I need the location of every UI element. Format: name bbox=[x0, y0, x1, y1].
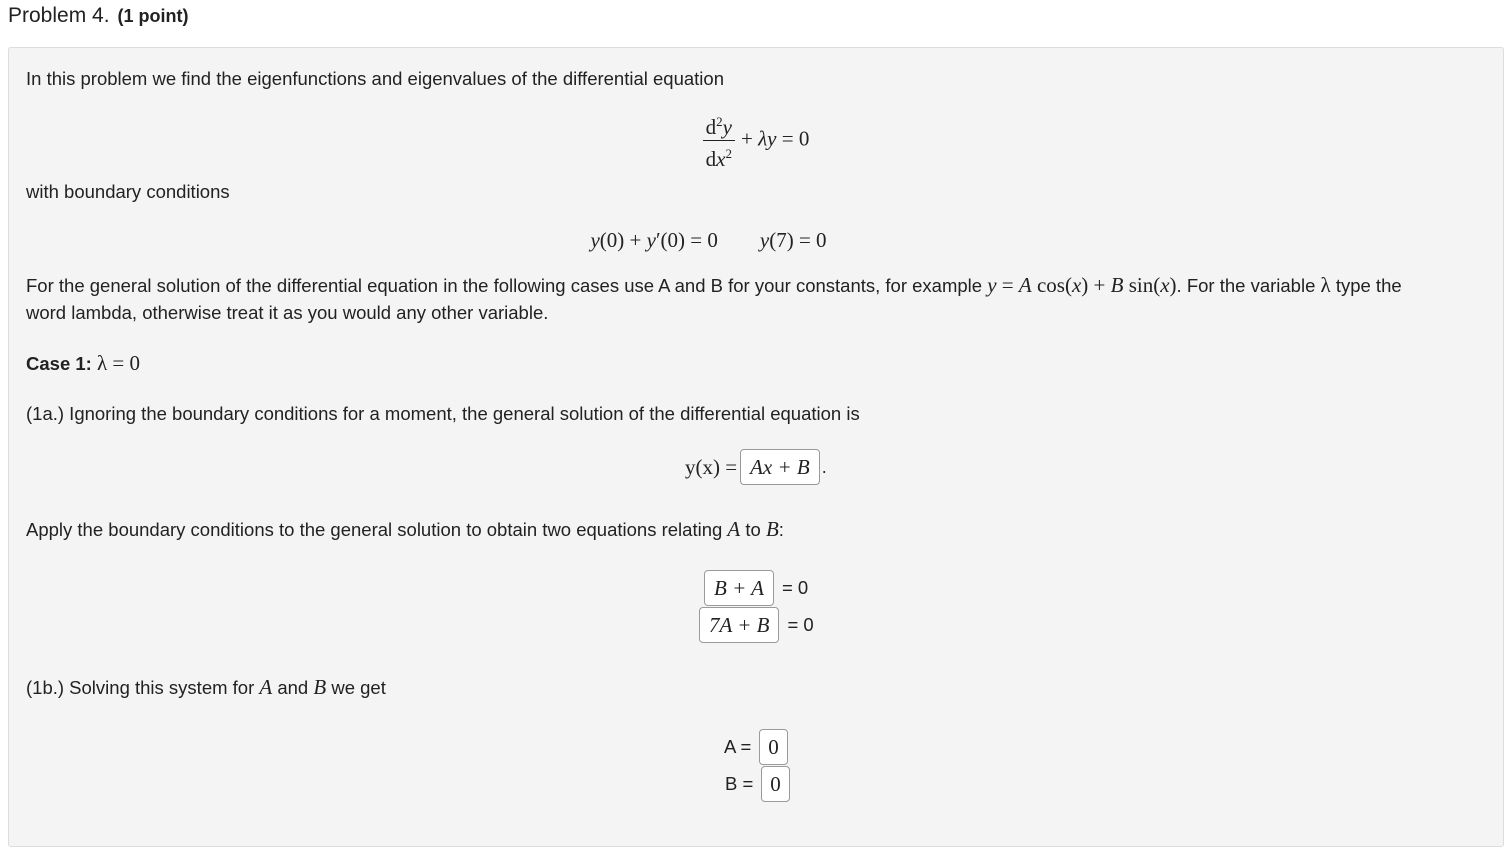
part-1a-text: (1a.) Ignoring the boundary conditions for a moment, the general solution of the differential equation is bbox=[26, 403, 860, 424]
example-formula: y = A cos(x) + B sin(x) bbox=[987, 273, 1177, 297]
apply-bc-text: Apply the boundary conditions to the general solution to obtain two equations relating A to B: bbox=[26, 517, 784, 541]
intro-text: In this problem we find the eigenfunctions and eigenvalues of the differential equation bbox=[26, 68, 724, 89]
solution-a-label: A = bbox=[724, 736, 752, 757]
solution-b-row bbox=[725, 766, 790, 802]
instructions-line2: word lambda, otherwise treat it as you would any other variable. bbox=[26, 302, 549, 323]
solution-a-input[interactable]: 0 bbox=[759, 729, 788, 765]
problem-header bbox=[8, 4, 189, 34]
lambda-symbol: λ bbox=[1320, 273, 1331, 297]
problem-title: Problem 4. bbox=[8, 4, 110, 27]
bc-equation-2-input[interactable]: 7A + B bbox=[699, 607, 779, 643]
solution-a-row bbox=[724, 729, 788, 765]
solution-b-input[interactable]: 0 bbox=[761, 766, 790, 802]
part-1b-text: (1b.) Solving this system for A and B we get bbox=[26, 675, 386, 699]
bc-equation-1 bbox=[704, 570, 808, 606]
general-solution-lhs: y(x) = bbox=[685, 454, 738, 479]
boundary-conditions: y(0) + y′(0) = 0 y(7) = 0 bbox=[590, 228, 827, 252]
case1-heading: Case 1: λ = 0 bbox=[26, 351, 140, 375]
bc-equation-2-rhs: = 0 bbox=[787, 614, 814, 635]
solution-b-label: B = bbox=[725, 773, 754, 794]
instructions-line1: For the general solution of the differential equation in the following cases use A and B for your constants, for example y = A cos(x) + B sin(x). For the variable λ type the bbox=[26, 273, 1402, 297]
bc-equation-1-rhs: = 0 bbox=[781, 577, 809, 598]
bc-equation-1-input[interactable]: B + A bbox=[704, 570, 774, 606]
differential-equation: $\frac{d^2y}{dx^2}$ + λy = 0 bbox=[9, 110, 1503, 171]
bc-equation-2 bbox=[699, 607, 814, 643]
problem-panel bbox=[8, 47, 1504, 847]
problem-points: (1 point) bbox=[117, 6, 189, 26]
general-solution-input[interactable]: Ax + B bbox=[740, 449, 820, 485]
general-solution-row: y(x) = Ax + B . bbox=[685, 449, 827, 485]
bc-label: with boundary conditions bbox=[26, 181, 230, 202]
second-derivative-fraction: $\frac{d^2y}{dx^2}$ bbox=[703, 110, 735, 171]
